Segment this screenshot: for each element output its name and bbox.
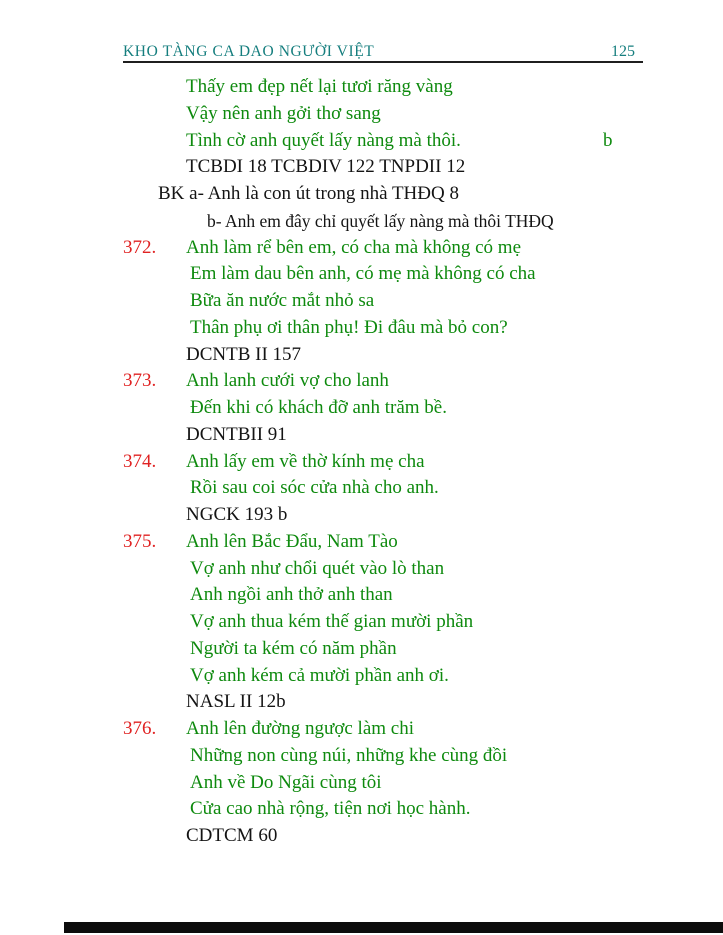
verse-text: Thân phụ ơi thân phụ! Đi đâu mà bỏ con?	[190, 316, 508, 338]
page-content	[0, 74, 723, 850]
citation-line	[0, 154, 723, 181]
citation-text: CDTCM 60	[186, 825, 278, 846]
header-rule	[123, 61, 643, 63]
variant-line	[0, 208, 723, 235]
margin-note-b: b	[603, 129, 613, 151]
citation-line	[0, 502, 723, 529]
entry-first-line	[0, 235, 723, 262]
verse-text: Anh lên Bắc Đẩu, Nam Tào	[186, 530, 398, 552]
entry-first-line	[0, 449, 723, 476]
verse-line	[0, 609, 723, 636]
book-title: KHO TÀNG CA DAO NGƯỜI VIỆT	[123, 43, 375, 60]
verse-line	[0, 770, 723, 797]
citation-line	[0, 823, 723, 850]
verse-text: Anh lên đường ngược làm chi	[186, 718, 415, 739]
verse-text: Những non cùng núi, những khe cùng đồi	[190, 744, 508, 766]
verse-text: Vợ anh kém cả mười phần anh ơi.	[190, 664, 449, 686]
citation-text: TCBDI 18 TCBDIV 122 TNPDII 12	[186, 156, 466, 178]
entry-first-line	[0, 368, 723, 395]
citation-line	[0, 342, 723, 369]
entry-number: 376.	[123, 718, 157, 739]
variant-text: b- Anh em đây chỉ quyết lấy nàng mà thôi THĐQ	[207, 210, 554, 231]
verse-line	[0, 261, 723, 288]
verse-line	[0, 556, 723, 583]
citation-text: DCNTBII 91	[186, 423, 287, 445]
citation-line	[0, 422, 723, 449]
verse-text: Anh làm rể bên em, có cha mà không có mẹ	[186, 236, 522, 258]
verse-text: Vợ anh như chổi quét vào lò than	[190, 557, 445, 579]
entry-first-line	[0, 529, 723, 556]
verse-line	[0, 101, 723, 128]
verse-line	[0, 128, 723, 155]
verse-line	[0, 315, 723, 342]
verse-text: Anh ngồi anh thở anh than	[190, 584, 393, 606]
verse-text: Người ta kém có năm phần	[190, 637, 397, 659]
verse-line	[0, 475, 723, 502]
variant-text: BK a- Anh là con út trong nhà THĐQ 8	[158, 183, 459, 204]
page-number: 125	[611, 43, 635, 60]
entry-number: 372.	[123, 236, 157, 258]
entry-number: 375.	[123, 530, 157, 552]
verse-text: Em làm dau bên anh, có mẹ mà không có cha	[190, 263, 536, 285]
entry-first-line	[0, 716, 723, 743]
citation-text: NGCK 193 b	[186, 504, 288, 525]
page-header	[123, 42, 635, 62]
verse-line	[0, 74, 723, 101]
citation-text: NASL II 12b	[186, 691, 286, 713]
verse-text: Thấy em đẹp nết lại tươi răng vàng	[186, 76, 453, 97]
verse-line	[0, 288, 723, 315]
verse-line	[0, 743, 723, 770]
verse-text: Bữa ăn nước mắt nhỏ sa	[190, 290, 375, 311]
citation-line	[0, 689, 723, 716]
verse-text: Đến khi có khách đỡ anh trăm bề.	[190, 397, 447, 418]
variant-line	[0, 181, 723, 208]
verse-line	[0, 636, 723, 663]
entry-number: 373.	[123, 370, 157, 392]
verse-text: Vậy nên anh gởi thơ sang	[186, 102, 381, 124]
verse-line	[0, 663, 723, 690]
entry-number: 374.	[123, 450, 157, 472]
verse-line	[0, 395, 723, 422]
scan-bottom-edge	[64, 922, 723, 933]
verse-text: Rồi sau coi sóc cửa nhà cho anh.	[190, 477, 439, 499]
verse-text: Anh lanh cưới vợ cho lanh	[186, 370, 389, 392]
verse-text: Anh về Do Ngãi cùng tôi	[190, 771, 382, 793]
verse-line	[0, 582, 723, 609]
citation-text: DCNTB II 157	[186, 343, 302, 365]
verse-text: Cửa cao nhà rộng, tiện nơi học hành.	[190, 798, 471, 820]
verse-text: Anh lấy em về thờ kính mẹ cha	[186, 450, 425, 472]
verse-text: Vợ anh thua kém thế gian mười phần	[190, 611, 474, 632]
verse-line	[0, 796, 723, 823]
verse-text: Tình cờ anh quyết lấy nàng mà thôi.	[186, 129, 461, 151]
